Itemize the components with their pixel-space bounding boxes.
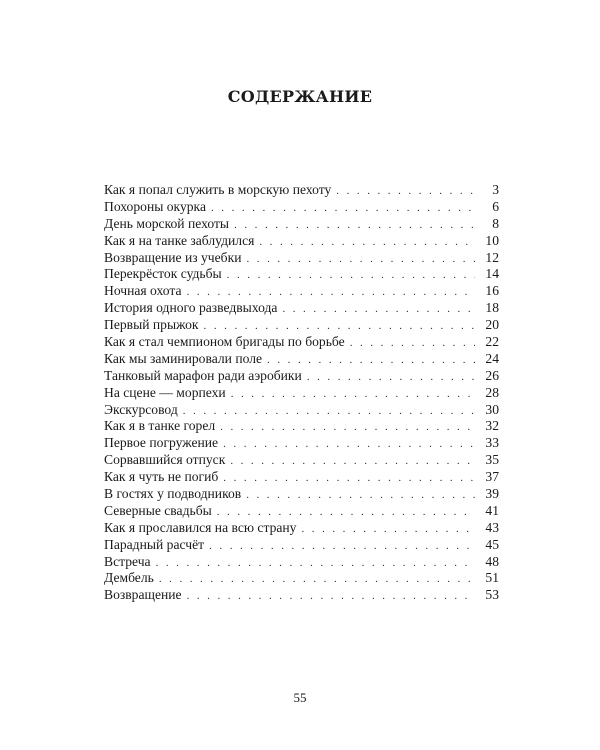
toc-entry (104, 452, 499, 469)
toc-entry (104, 587, 499, 604)
toc-entry-title: Первое погружение (104, 435, 219, 451)
toc-entry-title: Как я прославился на всю страну (104, 519, 297, 535)
dot-leader (187, 588, 475, 605)
toc-entry-page: 41 (485, 502, 499, 518)
toc-entry (104, 199, 499, 216)
toc-entry-page: 32 (485, 418, 499, 434)
toc-entry-title: В гостях у подводников (104, 486, 242, 502)
dot-leader (159, 571, 475, 588)
toc-entry-page: 45 (485, 536, 499, 552)
dot-leader (246, 487, 475, 504)
toc-entry-title: История одного разведвыхода (104, 300, 278, 316)
dot-leader (282, 301, 475, 318)
dot-leader (227, 267, 475, 284)
dot-leader (231, 386, 475, 403)
toc-entry (104, 182, 499, 199)
toc-entry-page: 3 (492, 182, 499, 197)
toc-entry-title: День морской пехоты (104, 215, 230, 231)
dot-leader (259, 234, 475, 251)
toc-entry-title: Возвращение (104, 587, 182, 603)
toc-entry-title: Танковый марафон ради аэробики (104, 367, 302, 383)
dot-leader (187, 284, 475, 301)
page-number: 55 (293, 690, 307, 705)
dot-leader (350, 335, 475, 352)
toc-entry (104, 250, 499, 267)
toc-entry-page: 8 (492, 215, 499, 231)
toc-entry-page: 22 (485, 334, 499, 350)
toc-entry-title: Ночная охота (104, 283, 182, 299)
toc-entry-page: 12 (485, 249, 499, 265)
page-title: СОДЕРЖАНИЕ (227, 87, 373, 106)
toc-entry-page: 16 (485, 283, 499, 299)
toc-entry-title: На сцене — морпехи (104, 384, 226, 400)
toc-entry-title: Как я чуть не погиб (104, 469, 219, 485)
dot-leader (336, 183, 475, 200)
toc-entry (104, 402, 499, 419)
toc-entry-title: Сорвавшийся отпуск (104, 452, 226, 468)
toc-entry-title: Как я попал служить в морскую пехоту (104, 182, 332, 197)
toc-entry-page: 28 (485, 384, 499, 400)
dot-leader (267, 352, 475, 369)
toc-entry-page: 20 (485, 317, 499, 333)
toc-entry-page: 24 (485, 350, 499, 366)
toc-entry-page: 18 (485, 300, 499, 316)
toc-entry (104, 418, 499, 435)
toc-entry (104, 554, 499, 571)
toc-entry (104, 233, 499, 250)
toc-entry-page: 53 (485, 587, 499, 603)
dot-leader (230, 453, 475, 470)
dot-leader (223, 470, 475, 487)
toc-entry-page: 10 (485, 232, 499, 248)
toc-entry (104, 570, 499, 587)
toc-entry-page: 48 (485, 553, 499, 569)
toc-entry (104, 385, 499, 402)
dot-leader (183, 403, 475, 420)
toc-entry-page: 26 (485, 367, 499, 383)
dot-leader (223, 436, 475, 453)
toc-entry (104, 537, 499, 554)
toc-entry-title: Как я на танке заблудился (104, 232, 255, 248)
toc-entry-page: 51 (485, 570, 499, 586)
toc-entry-title: Первый прыжок (104, 317, 199, 333)
toc-entry (104, 351, 499, 368)
toc-entry-title: Дембель (104, 570, 154, 586)
toc-entry (104, 486, 499, 503)
toc-entry-title: Встреча (104, 553, 151, 569)
toc-entry (104, 469, 499, 486)
toc-entry-page: 37 (485, 469, 499, 485)
toc-entry (104, 300, 499, 317)
dot-leader (209, 538, 475, 555)
toc-entry-title: Как мы заминировали поле (104, 350, 263, 366)
toc-entry-title: Перекрёсток судьбы (104, 266, 222, 282)
dot-leader (307, 369, 475, 386)
toc-entry-page: 30 (485, 401, 499, 417)
toc-entry-page: 33 (485, 435, 499, 451)
dot-leader (217, 504, 475, 521)
toc-entry (104, 283, 499, 300)
toc-entry (104, 317, 499, 334)
toc-entry (104, 435, 499, 452)
toc-entry-title: Возвращение из учебки (104, 249, 242, 265)
toc-entry-page: 39 (485, 486, 499, 502)
toc-entry-title: Как я в танке горел (104, 418, 216, 434)
toc-entry (104, 503, 499, 520)
toc-entry-title: Северные свадьбы (104, 502, 212, 518)
table-of-contents (104, 182, 499, 604)
toc-entry (104, 520, 499, 537)
toc-entry-title: Парадный расчёт (104, 536, 205, 552)
dot-leader (156, 555, 475, 572)
toc-entry-title: Как я стал чемпионом бригады по борьбе (104, 334, 345, 350)
toc-entry (104, 334, 499, 351)
toc-entry-page: 6 (492, 198, 499, 214)
dot-leader (246, 251, 475, 268)
dot-leader (234, 217, 475, 234)
toc-entry (104, 368, 499, 385)
dot-leader (204, 318, 475, 335)
toc-entry-title: Похороны окурка (104, 198, 206, 214)
toc-entry (104, 216, 499, 233)
dot-leader (301, 521, 475, 538)
toc-entry (104, 266, 499, 283)
toc-entry-page: 35 (485, 452, 499, 468)
dot-leader (211, 200, 475, 217)
dot-leader (220, 419, 475, 436)
toc-entry-page: 14 (485, 266, 499, 282)
toc-entry-title: Экскурсовод (104, 401, 178, 417)
toc-entry-page: 43 (485, 519, 499, 535)
